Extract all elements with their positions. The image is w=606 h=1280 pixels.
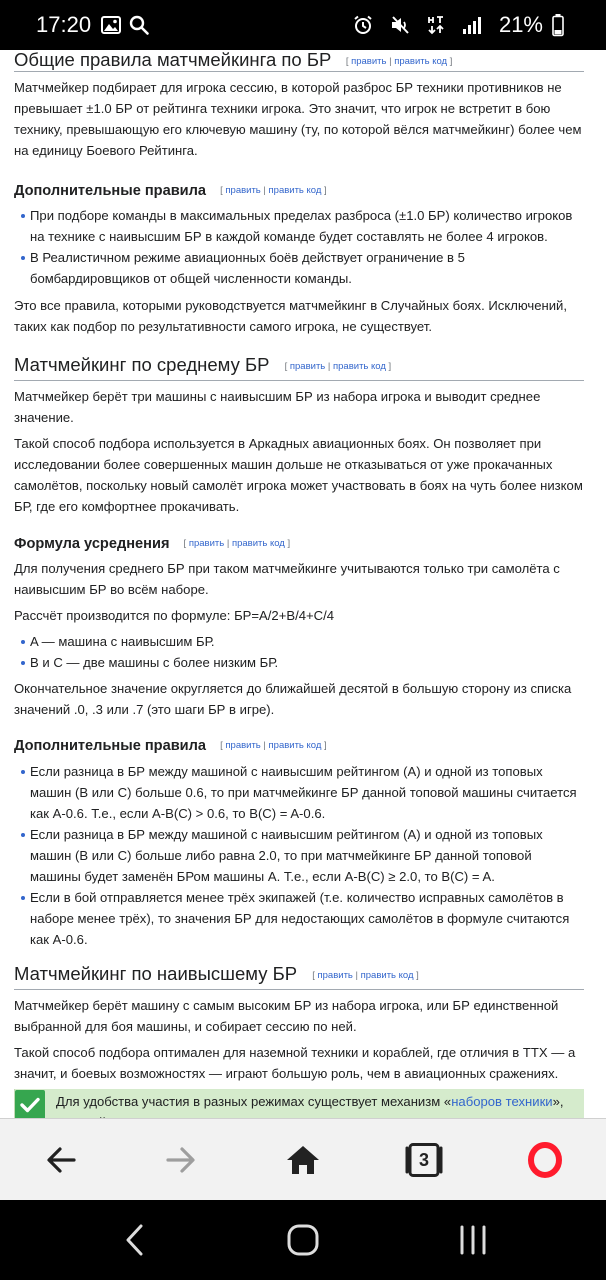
list-item: Если в бой отправляется менее трёх экипажей (т.е. количество исправных самолётов в наборе менее трёх), то значения БР для недостающих самолётов в формуле считаются как A-0.6. xyxy=(14,887,584,950)
paragraph: Такой способ подбора оптимален для наземной техники и кораблей, где отличия в ТТХ — а значит, и боевых возможностях — играют большую роль, чем в авиационных сражениях. xyxy=(14,1045,576,1081)
edit-links: [ править | править код ] xyxy=(220,740,327,751)
edit-link[interactable]: править xyxy=(225,185,261,196)
section-heading-additional-rules xyxy=(14,182,584,200)
edit-code-link[interactable]: править код xyxy=(394,56,448,67)
nav-home-icon xyxy=(286,1223,320,1257)
data-icon xyxy=(427,15,445,35)
battery-icon xyxy=(552,14,564,36)
tabs-button[interactable] xyxy=(384,1119,464,1201)
article-content xyxy=(14,50,584,1118)
list-item: При подборе команды в максимальных пределах разброса (±1.0 БР) количество игроков на технике с наивысшим БР в каждой команде будет составлять не более 4 игроков. xyxy=(14,205,584,247)
back-button[interactable] xyxy=(21,1119,101,1201)
heading-text: Матчмейкинг по наивысшему БР xyxy=(14,963,298,984)
alarm-icon xyxy=(353,15,373,35)
edit-link[interactable]: править xyxy=(351,56,387,67)
paragraph: Это все правила, которыми руководствуется матчмейкинг в Случайных боях. Исключений, таких как подбор по результативности самого игрока, не существует. xyxy=(14,298,567,334)
edit-links: [ править | править код ] xyxy=(284,361,392,372)
signal-icon xyxy=(462,15,482,35)
heading-text: Дополнительные правила xyxy=(14,183,207,199)
bullet-list xyxy=(14,205,584,289)
edit-links: [ править | править код ] xyxy=(220,185,327,196)
paragraph: Для получения среднего БР при таком матчмейкинге учитываются только три самолёта с наивысшим БР во всём наборе. xyxy=(14,561,560,597)
nav-recents-icon xyxy=(458,1225,488,1255)
section-heading-highest xyxy=(14,964,584,990)
heading-text: Дополнительные правила xyxy=(14,738,207,754)
edit-link[interactable]: править xyxy=(188,538,225,549)
list-item: Если разница в БР между машиной с наивысшим рейтингом (A) и одной из топовых машин (B или C) больше 0.6, то при матчмейкинге БР данной топовой машины считается как A-0.6. Т.е., если A-B(C) > 0.6, то B(C) = A-0.6. xyxy=(14,761,584,824)
android-nav-bar xyxy=(0,1200,606,1280)
paragraph: Окончательное значение округляется до ближайшей десятой в большую сторону из списка значений .0, .3 или .7 (это шаги БР в игре). xyxy=(14,681,572,717)
paragraph: Матчмейкер берёт машину с самым высоким БР из набора игрока, или БР единственной выбранной для боя машины, и собирает сессию по ней. xyxy=(14,998,559,1034)
mute-icon xyxy=(390,15,410,35)
opera-menu-button[interactable] xyxy=(505,1119,585,1201)
browser-toolbar xyxy=(0,1118,606,1200)
list-item: Если разница в БР между машиной с наивысшим рейтингом (A) и одной из топовых машин (B или C) больше либо равна 2.0, то при матчмейкинге БР данной топовой машины будет заменён БРом машины A. Т.е., если A-B(C) ≥ 2.0, то B(C) = A. xyxy=(14,824,584,887)
nav-back-button[interactable] xyxy=(94,1200,174,1280)
tabs-count: 3 xyxy=(418,1149,429,1170)
sets-link[interactable]: наборов техники xyxy=(451,1094,553,1109)
paragraph: Матчмейкер берёт три машины с наивысшим БР из набора игрока и выводит среднее значение. xyxy=(14,389,541,425)
list-item: A — машина с наивысшим БР. xyxy=(14,631,584,652)
home-button[interactable] xyxy=(263,1119,343,1201)
status-time: 17:20 xyxy=(36,12,92,37)
edit-link[interactable]: править xyxy=(317,970,353,981)
nav-back-icon xyxy=(124,1224,144,1256)
forward-button[interactable] xyxy=(141,1119,221,1201)
edit-link[interactable]: править xyxy=(225,740,261,751)
forward-arrow-icon xyxy=(166,1147,196,1173)
opera-logo-icon xyxy=(528,1143,562,1177)
home-icon xyxy=(286,1145,320,1175)
edit-code-link[interactable]: править код xyxy=(231,538,285,549)
edit-code-link[interactable]: править код xyxy=(268,185,322,196)
nav-recents-button[interactable] xyxy=(433,1200,513,1280)
list-item: В Реалистичном режиме авиационных боёв действует ограничение в 5 бомбардировщиков от общей численности команды. xyxy=(14,247,584,289)
bullet-list xyxy=(14,631,584,673)
heading-text: Матчмейкинг по среднему БР xyxy=(14,354,270,375)
edit-code-link[interactable]: править код xyxy=(268,740,322,751)
status-bar xyxy=(0,0,606,50)
section-heading-formula xyxy=(14,535,584,553)
edit-links: [ править | править код ] xyxy=(183,538,291,549)
back-arrow-icon xyxy=(46,1147,76,1173)
edit-code-link[interactable]: править код xyxy=(333,361,386,372)
search-icon xyxy=(129,15,149,35)
list-item: B и C — две машины с более низким БР. xyxy=(14,652,584,673)
gallery-icon xyxy=(101,16,121,34)
section-heading-general xyxy=(14,50,584,72)
edit-code-link[interactable]: править код xyxy=(360,970,414,981)
paragraph: Такой способ подбора используется в Аркадных авиационных боях. Он позволяет при исследовании более совершенных машин дольше не отказываться от уже прокачанных самолётов, поскольку новый самолёт игрока может участвовать в боях на чуть более низком БР, где его комфортнее прокачивать. xyxy=(14,436,583,514)
notice-text-before: Для удобства участия в разных режимах существует механизм « xyxy=(56,1094,452,1109)
edit-links: [ править | править код ] xyxy=(312,970,419,981)
section-heading-average xyxy=(14,355,584,381)
edit-links: [ править | править код ] xyxy=(345,56,453,67)
edit-link[interactable]: править xyxy=(289,361,326,372)
formula-paragraph: Рассчёт производится по формуле: БР=A/2+B/4+C/4 xyxy=(14,608,335,623)
section-heading-additional-rules-2 xyxy=(14,737,584,755)
heading-text: Общие правила матчмейкинга по БР xyxy=(14,49,332,70)
check-icon xyxy=(15,1090,45,1120)
notice-text-after: », xyxy=(552,1094,564,1109)
bullet-list xyxy=(14,761,584,950)
battery-percent: 21% xyxy=(498,12,543,37)
nav-home-button[interactable] xyxy=(263,1200,343,1280)
paragraph: Матчмейкер подбирает для игрока сессию, в которой разброс БР техники противников не превышает ±1.0 БР от рейтинга техники игрока. Это значит, что игрок не встретит в бою технику, превышающую его ключевую машину (ту, по которой вёлся матчмейкинг) более чем на единицу Боевого Рейтинга. xyxy=(14,80,582,158)
heading-text: Формула усреднения xyxy=(14,536,170,552)
